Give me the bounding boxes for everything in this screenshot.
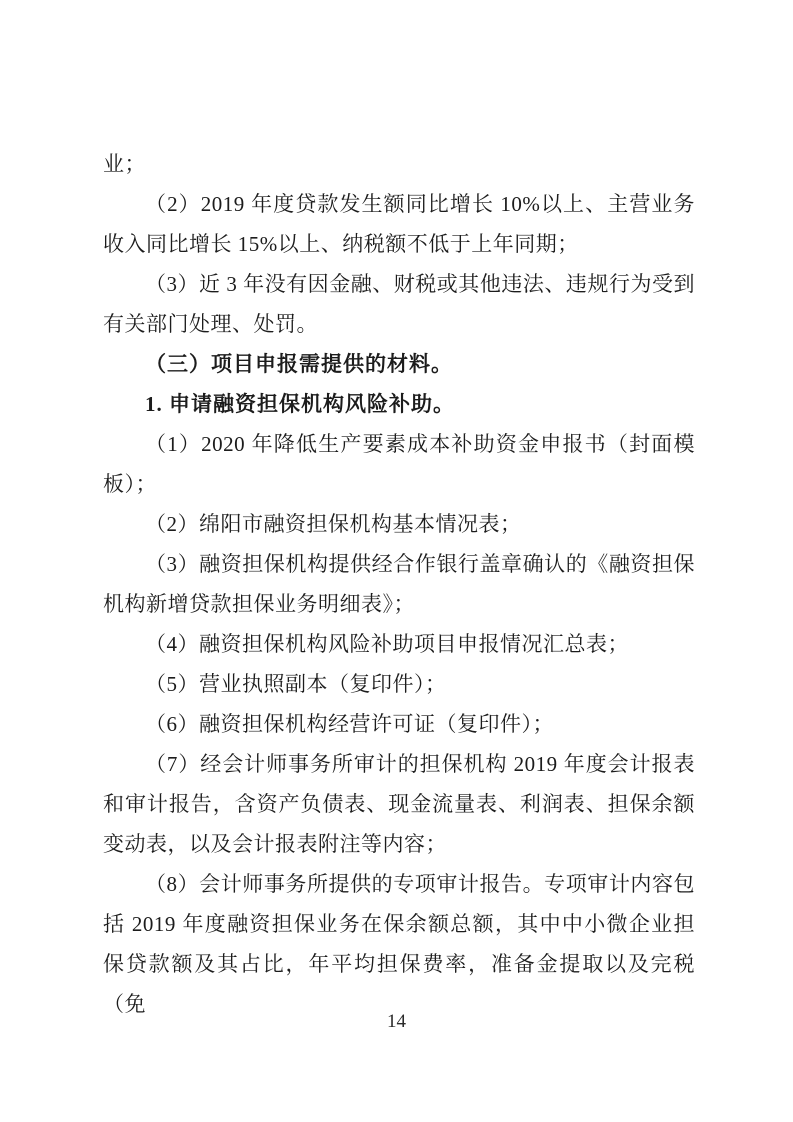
paragraph-material-8: （8）会计师事务所提供的专项审计报告。专项审计内容包括 2019 年度融资担保业务在保余额总额，其中中小微企业担保贷款额及其占比，年平均担保费率，准备金提取以及完税（免 [103,872,695,1016]
paragraph-material-2: （2）绵阳市融资担保机构基本情况表； [145,512,522,536]
paragraph-material-5: （5）营业执照副本（复印件）； [145,672,447,696]
paragraph-material-6: （6）融资担保机构经营许可证（复印件）； [145,712,554,736]
page-number: 14 [387,1011,406,1032]
paragraph-condition-3: （3）近 3 年没有因金融、财税或其他违法、违规行为受到有关部门处理、处罚。 [103,272,695,336]
paragraph-material-3: （3）融资担保机构提供经合作银行盖章确认的《融资担保机构新增贷款担保业务明细表》； [103,552,695,616]
section-heading-materials: （三）项目申报需提供的材料。 [145,352,453,376]
paragraph-material-1: （1）2020 年降低生产要素成本补助资金申报书（封面模板）； [103,432,695,496]
document-body [103,144,695,1024]
subsection-heading-risk-subsidy: 1. 申请融资担保机构风险补助。 [145,392,455,416]
paragraph-continuation: 业； [103,152,146,176]
paragraph-condition-2: （2）2019 年度贷款发生额同比增长 10%以上、主营业务收入同比增长 15%以上、纳税额不低于上年同期； [103,192,695,256]
paragraph-material-4: （4）融资担保机构风险补助项目申报情况汇总表； [145,632,629,656]
paragraph-material-7: （7）经会计师事务所审计的担保机构 2019 年度会计报表和审计报告，含资产负债表、现金流量表、利润表、担保余额变动表，以及会计报表附注等内容； [103,752,695,856]
